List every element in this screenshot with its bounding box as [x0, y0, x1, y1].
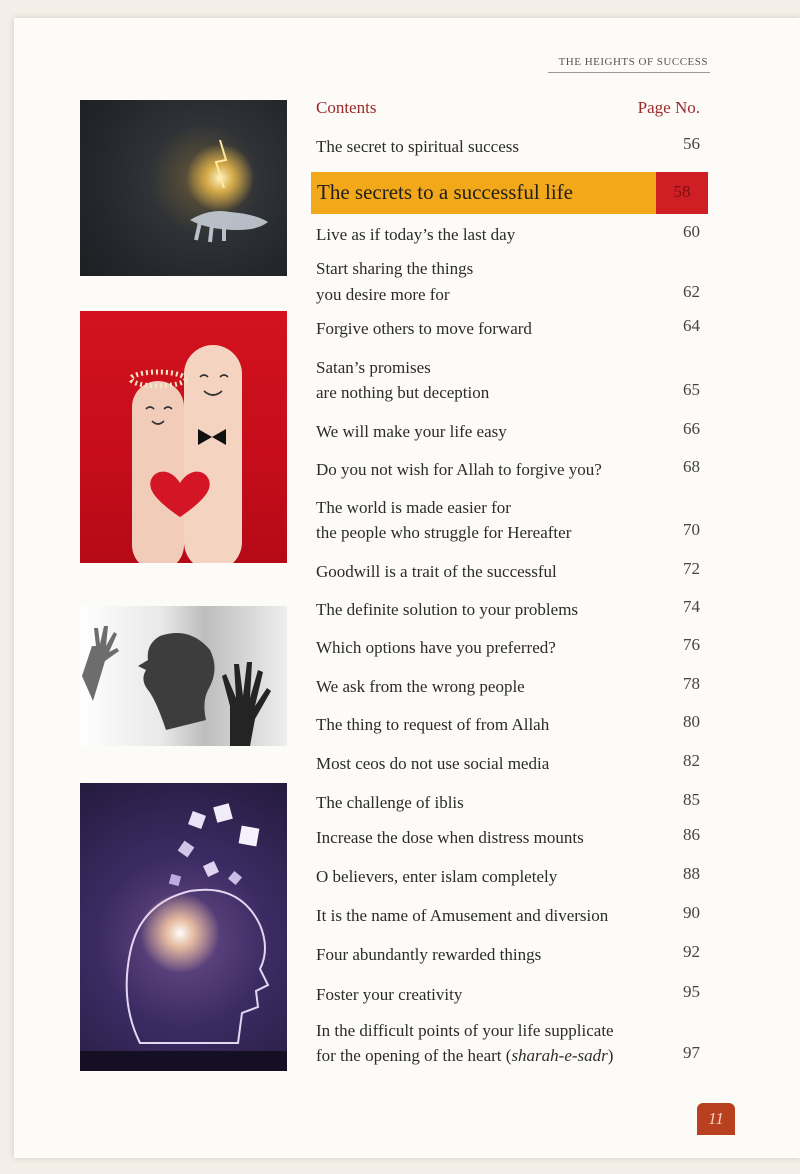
photo-hand-light	[80, 100, 287, 276]
photo-silhouette-hands	[80, 606, 287, 746]
toc-entry-page: 68	[683, 457, 700, 476]
toc-entry-title: O believers, enter islam completely	[316, 867, 558, 886]
toc-entry-title: Goodwill is a trait of the successful	[316, 562, 557, 581]
toc-entry-page: 85	[683, 790, 700, 809]
toc-entry-page: 62	[683, 282, 700, 301]
toc-entry-page: 86	[683, 825, 700, 844]
toc-entry-page: 72	[683, 559, 700, 578]
toc-entry-title: It is the name of Amusement and diversion	[316, 906, 609, 925]
toc-entry-page: 60	[683, 222, 700, 241]
toc-entry-page: 64	[683, 316, 700, 335]
toc-entry-title: The challenge of iblis	[316, 793, 464, 812]
toc-entry-title-cont	[316, 1043, 670, 1068]
toc-entry-page: 97	[683, 1043, 700, 1062]
toc-entry-title: The thing to request of from Allah	[316, 715, 550, 734]
toc-entry-title: The world is made easier for	[316, 498, 511, 517]
toc-entry-page: 82	[683, 751, 700, 770]
header-rule	[548, 72, 710, 73]
toc-entry-page: 92	[683, 942, 700, 961]
photo-head-puzzle	[80, 783, 287, 1071]
page-number: 11	[697, 1103, 735, 1135]
title-italic-term: sharah-e-sadr	[511, 1046, 608, 1065]
toc-entry-title: The definite solution to your problems	[316, 600, 579, 619]
title-part: )	[607, 1046, 614, 1065]
toc-entry-title: Four abundantly rewarded things	[316, 945, 542, 964]
toc-entry-page: 95	[683, 982, 700, 1001]
toc-entry-title: Start sharing the things	[316, 259, 474, 278]
toc-entry-title: We ask from the wrong people	[316, 677, 525, 696]
photo-finger-couple	[80, 311, 287, 563]
toc-entry-page: 70	[683, 520, 700, 539]
toc-entry-title-cont: you desire more for	[316, 285, 450, 304]
toc-entry-title: Which options have you preferred?	[316, 638, 556, 657]
toc-entry-page: 90	[683, 903, 700, 922]
toc-entry-title-cont: are nothing but deception	[316, 383, 490, 402]
toc-entry-title: Do you not wish for Allah to forgive you?	[316, 460, 602, 479]
highlight-entry-page: 58	[673, 182, 691, 201]
toc-entry-page: 78	[683, 674, 700, 693]
toc-entry-page: 56	[683, 134, 700, 153]
toc-entry-title: We will make your life easy	[316, 422, 507, 441]
running-title: THE HEIGHTS OF SUCCESS	[558, 56, 708, 68]
highlight-entry-title: The secrets to a successful life	[317, 180, 573, 204]
toc-entry-page: 76	[683, 635, 700, 654]
toc-entry-title: Increase the dose when distress mounts	[316, 828, 584, 847]
toc-entry-title: In the difficult points of your life supplicate	[316, 1021, 614, 1040]
toc-entry-title: Foster your creativity	[316, 985, 463, 1004]
toc-entry-title: Live as if today’s the last day	[316, 225, 516, 244]
page-no-label: Page No.	[637, 98, 700, 117]
toc-entry-page: 66	[683, 419, 700, 438]
title-part: for the opening of the heart (	[316, 1046, 512, 1065]
toc-entry-title: Forgive others to move forward	[316, 319, 532, 338]
toc-entry-title: Most ceos do not use social media	[316, 754, 550, 773]
toc-entry-page: 88	[683, 864, 700, 883]
toc-entry-page: 65	[683, 380, 700, 399]
toc-entry-page: 74	[683, 597, 700, 616]
contents-label: Contents	[316, 98, 377, 117]
toc-entry-title-cont: the people who struggle for Hereafter	[316, 523, 572, 542]
toc-entry-title: Satan’s promises	[316, 358, 431, 377]
toc-entry-title: The secret to spiritual success	[316, 137, 519, 156]
toc-entry-page: 80	[683, 712, 700, 731]
